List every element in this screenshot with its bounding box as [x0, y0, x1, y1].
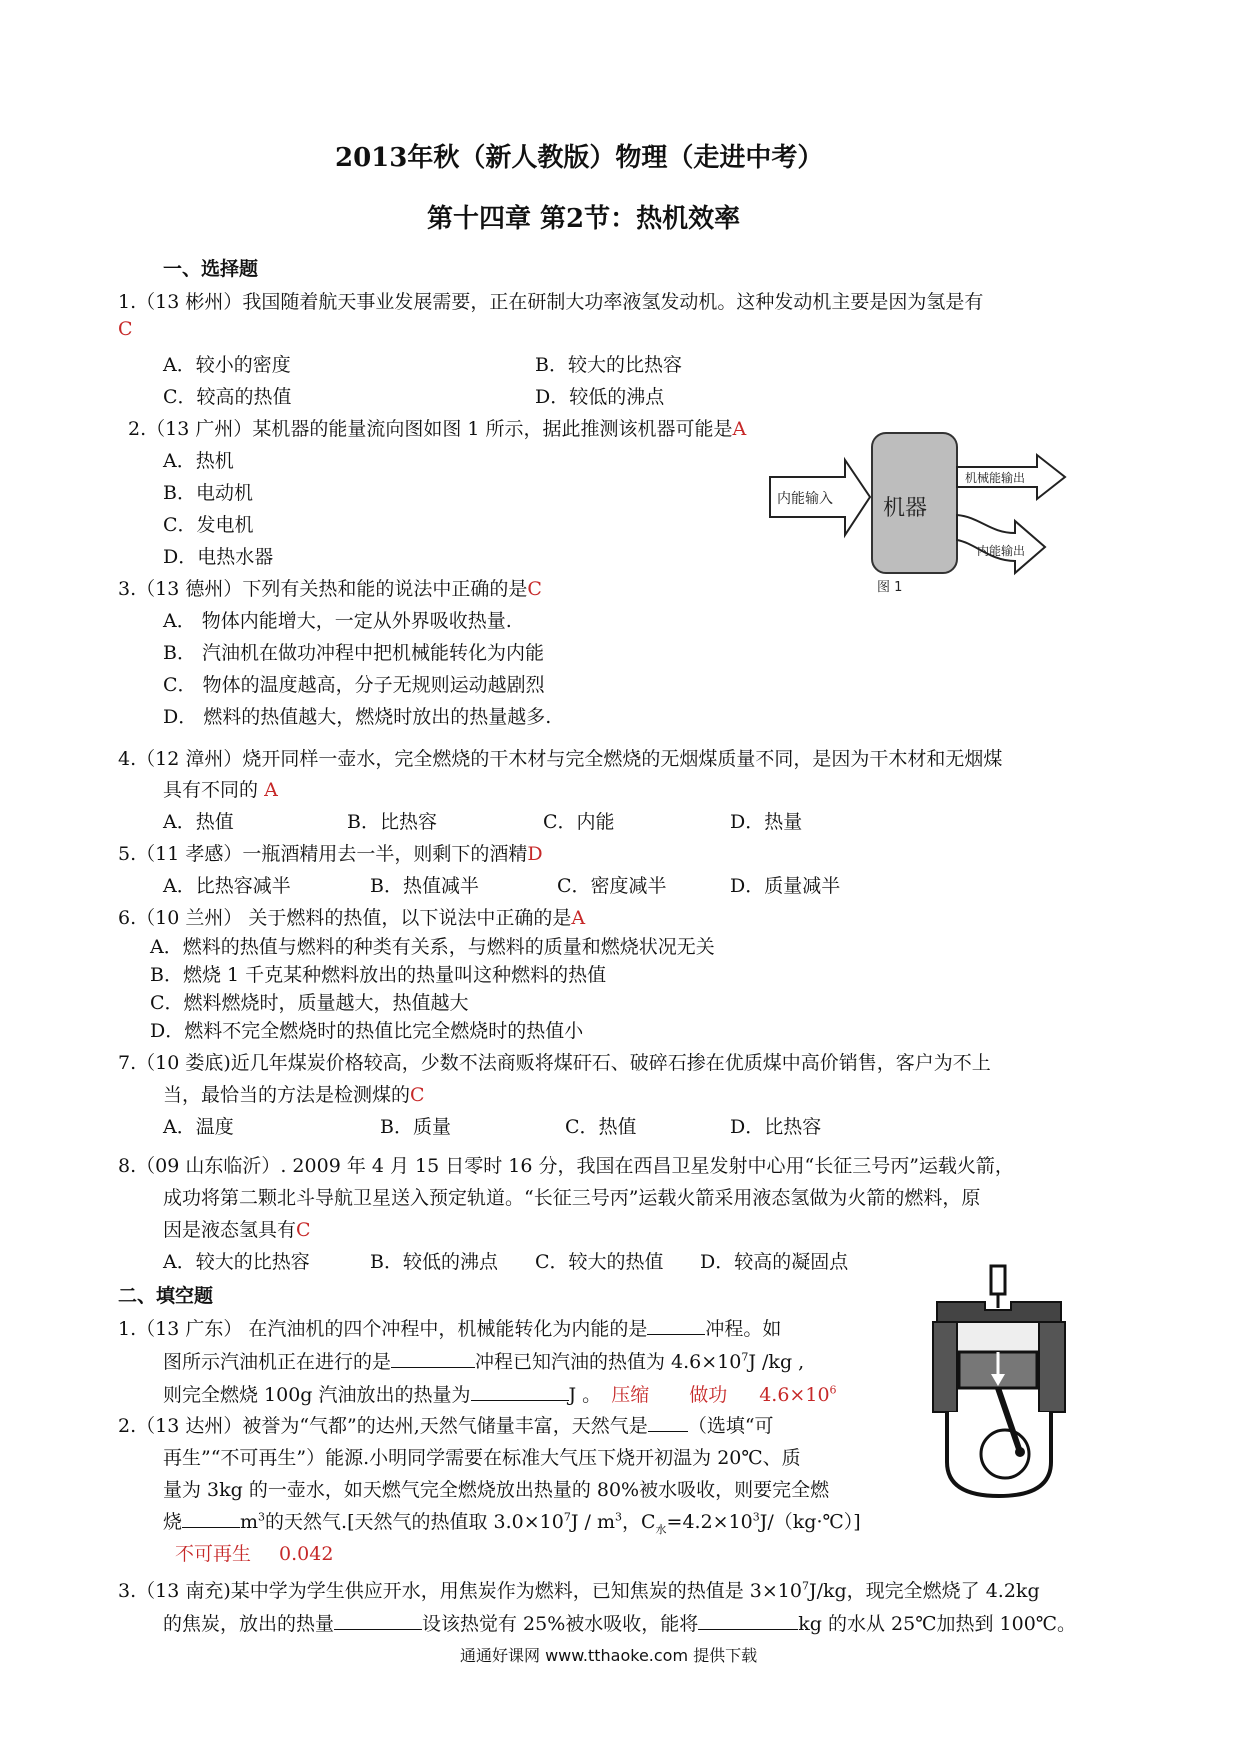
- section-title: 第十四章 第2节：热机效率: [427, 204, 741, 234]
- question-3-text: 3.（13 德州）下列有关热和能的说法中正确的是: [118, 578, 528, 600]
- q5-option-a: A．比热容减半: [163, 875, 291, 897]
- fill-2-blank-2[interactable]: [182, 1509, 240, 1528]
- question-7-line1: 7.（10 娄底)近几年煤炭价格较高，少数不法商贩将煤矸石、破碎石掺在优质煤中高价销售，客户为不上: [118, 1052, 991, 1074]
- fill-2-text-e: 的天然气.[天然气的热值取 3.0×10: [265, 1511, 564, 1533]
- q6-option-c: C．燃料燃烧时，质量越大，热值越大: [150, 992, 469, 1014]
- fill-1-line3: [163, 1380, 837, 1407]
- q5-option-b: B．热值减半: [370, 875, 479, 897]
- section-heading-choice: 一、选择题: [163, 258, 259, 280]
- question-5-text: 5.（11 孝感）一瓶酒精用去一半，则剩下的酒精: [118, 843, 528, 865]
- question-1: 1.（13 彬州）我国随着航天事业发展需要，正在研制大功率液氢发动机。这种发动机主要是因为氢是有: [118, 291, 984, 313]
- question-2-text: 2.（13 广州）某机器的能量流向图如图 1 所示，据此推测该机器可能是: [128, 418, 733, 440]
- fill-3-text-a: 3.（13 南充)某中学为学生供应开水，用焦炭作为燃料，已知焦炭的热值是 3×10: [118, 1580, 802, 1602]
- q7-option-b: B．质量: [380, 1116, 451, 1138]
- fill-2-text-a: 2.（13 达州）被誉为“气都”的达州,天然气储量丰富，天然气是: [118, 1415, 648, 1437]
- question-7-answer: C: [410, 1084, 425, 1106]
- q2-option-c: C．发电机: [163, 514, 254, 536]
- question-3-answer: C: [527, 578, 542, 600]
- fill-3-blank-2[interactable]: [698, 1611, 798, 1630]
- fill-1-text-a: 1.（13 广东） 在汽油机的四个冲程中，机械能转化为内能的是: [118, 1318, 648, 1340]
- fill-1-answer-3-exp: 6: [829, 1383, 837, 1397]
- fill-3-text-e: kg 的水从 25℃加热到 100℃。: [798, 1613, 1077, 1635]
- question-8-answer: C: [296, 1219, 311, 1241]
- question-4-answer: A: [264, 779, 278, 801]
- q1-option-c: C．较高的热值: [163, 386, 292, 408]
- fill-1-text-f: 则完全燃烧 100g 汽油放出的热量为: [163, 1384, 471, 1406]
- fill-1-answer-1: 压缩: [611, 1384, 650, 1406]
- question-8-line3: [163, 1215, 311, 1242]
- question-4-line1: 4.（12 漳州）烧开同样一壶水，完全燃烧的干木材与完全燃烧的无烟煤质量不同，是因为干木材和无烟煤: [118, 748, 1003, 770]
- question-4-line2: [163, 775, 278, 802]
- q7-option-c: C．热值: [565, 1116, 637, 1138]
- fill-1-blank-3[interactable]: [471, 1382, 569, 1401]
- fill-1-blank-1[interactable]: [647, 1316, 705, 1335]
- fill-2-text-f: J / m: [570, 1511, 615, 1533]
- page-footer: 通通好课网 www.tthaoke.com 提供下载: [460, 1646, 758, 1665]
- gasoline-engine-figure: [925, 1262, 1075, 1502]
- fill-1-text-d: 冲程已知汽油的热值为 4.6×10: [475, 1351, 742, 1373]
- fill-2-exp-1: 3: [258, 1510, 266, 1524]
- question-6-answer: A: [571, 907, 586, 929]
- fill-2-exp-2: 7: [563, 1510, 571, 1524]
- question-1-answer: C: [118, 318, 133, 340]
- cylinder-wall-right: [1039, 1322, 1065, 1412]
- q1-option-d: D．较低的沸点: [535, 386, 665, 408]
- fill-2-answers: [175, 1539, 333, 1566]
- fill-2-answer-2: 0.042: [279, 1543, 334, 1565]
- combustion-chamber: [957, 1322, 1039, 1352]
- mechanical-output-label: 机械能输出: [965, 471, 1026, 485]
- fill-2-line2: 再生”“不可再生”）能源.小明同学需要在标准大气压下烧开初温为 20℃、质: [163, 1447, 801, 1469]
- question-7-text: 当，最恰当的方法是检测煤的: [163, 1084, 411, 1106]
- fill-1-line2: [163, 1347, 804, 1374]
- q4-option-a: A．热值: [163, 811, 234, 833]
- question-2-answer: A: [732, 418, 747, 440]
- question-5: [118, 839, 543, 866]
- fill-3-text-c: 的焦炭，放出的热量: [163, 1613, 335, 1635]
- fill-1-answer-3: [759, 1384, 836, 1406]
- q5-option-c: C．密度减半: [557, 875, 667, 897]
- q3-option-b: B． 汽油机在做功冲程中把机械能转化为内能: [163, 642, 545, 664]
- fill-2-text-g: ，C: [621, 1511, 656, 1533]
- energy-flow-figure: [765, 425, 1075, 595]
- fill-2-answer-1: 不可再生: [175, 1543, 252, 1565]
- q8-option-d: D．较高的凝固点: [700, 1251, 849, 1273]
- q4-option-c: C．内能: [543, 811, 615, 833]
- section-heading-fill: 二、填空题: [118, 1285, 214, 1307]
- q2-option-d: D．电热水器: [163, 546, 274, 568]
- question-4-text: 具有不同的: [163, 779, 259, 801]
- question-3: [118, 574, 542, 601]
- fill-3-text-d: 设该热觉有 25%被水吸收，能将: [422, 1613, 699, 1635]
- q8-option-c: C．较大的热值: [535, 1251, 664, 1273]
- fill-2-exp-3: 3: [614, 1510, 622, 1524]
- question-8-line2: 成功将第二颗北斗导航卫星送入预定轨道。“长征三号丙”运载火箭采用液态氢做为火箭的燃料，原: [163, 1187, 981, 1209]
- q2-option-a: A．热机: [163, 450, 234, 472]
- q4-option-b: B．比热容: [347, 811, 437, 833]
- q8-option-b: B．较低的沸点: [370, 1251, 498, 1273]
- fill-2-text-i: J/（kg·℃）]: [759, 1511, 861, 1533]
- input-label: 内能输入: [777, 491, 833, 507]
- heat-output-label: 内能输出: [977, 544, 1026, 558]
- fill-1-line1: [118, 1314, 781, 1341]
- fill-2-exp-4: 3: [752, 1510, 760, 1524]
- q1-option-b: B．较大的比热容: [535, 354, 682, 376]
- fill-2-sub: 水: [655, 1522, 667, 1536]
- fill-1-answer-3-base: 4.6×10: [759, 1384, 830, 1406]
- fill-2-text-h: =4.2×10: [666, 1511, 753, 1533]
- fill-2-line1: [118, 1411, 774, 1438]
- fill-2-line4: [163, 1507, 861, 1537]
- fill-2-text-c: 烧: [163, 1511, 183, 1533]
- q3-option-c: C． 物体的温度越高，分子无规则运动越剧烈: [163, 674, 545, 696]
- q6-option-a: A．燃料的热值与燃料的种类有关系，与燃料的质量和燃烧状况无关: [150, 936, 715, 958]
- spark-plug: [991, 1266, 1005, 1294]
- question-8-text: 因是液态氢具有: [163, 1219, 297, 1241]
- crank-pin: [1015, 1447, 1025, 1457]
- question-7-line2: [163, 1080, 425, 1107]
- q6-option-d: D．燃料不完全燃烧时的热值比完全燃烧时的热值小: [150, 1020, 584, 1042]
- figure-caption: 图 1: [877, 580, 903, 595]
- fill-1-exp: 7: [741, 1350, 749, 1364]
- q6-option-b: B．燃烧 1 千克某种燃料放出的热量叫这种燃料的热值: [150, 964, 607, 986]
- fill-2-text-b: （选填“可: [687, 1415, 774, 1437]
- q4-option-d: D．热量: [730, 811, 803, 833]
- fill-2-blank-1[interactable]: [648, 1413, 688, 1432]
- fill-1-text-c: 图所示汽油机正在进行的是: [163, 1351, 392, 1373]
- q8-option-a: A．较大的比热容: [163, 1251, 310, 1273]
- fill-3-text-b: J/kg，现完全燃烧了 4.2kg: [808, 1580, 1040, 1602]
- fill-1-blank-2[interactable]: [391, 1349, 475, 1368]
- fill-3-line2: [163, 1609, 1076, 1636]
- fill-3-exp: 7: [801, 1579, 809, 1593]
- crankcase: [947, 1412, 1051, 1496]
- fill-1-text-g: J 。: [568, 1384, 602, 1406]
- question-6: [118, 903, 585, 930]
- q2-option-b: B．电动机: [163, 482, 253, 504]
- question-8-line1: 8.（09 山东临沂）. 2009 年 4 月 15 日零时 16 分，我国在西昌卫星发射中心用“长征三号丙”运载火箭，: [118, 1155, 1014, 1177]
- q3-option-a: A． 物体内能增大，一定从外界吸收热量.: [163, 610, 512, 632]
- q7-option-d: D．比热容: [730, 1116, 822, 1138]
- fill-2-line3: 量为 3kg 的一壶水，如天燃气完全燃烧放出热量的 80%被水吸收，则要完全燃: [163, 1479, 830, 1501]
- q1-option-a: A．较小的密度: [163, 354, 291, 376]
- fill-1-text-e: J /kg ,: [748, 1351, 805, 1373]
- question-6-text: 6.（10 兰州） 关于燃料的热值，以下说法中正确的是: [118, 907, 572, 929]
- fill-3-line1: [118, 1576, 1040, 1603]
- fill-1-answer-2: 做功: [689, 1384, 728, 1406]
- q7-option-a: A．温度: [163, 1116, 234, 1138]
- cylinder-wall-left: [933, 1322, 957, 1412]
- question-2: [128, 414, 746, 441]
- machine-label: 机器: [883, 496, 928, 521]
- q5-option-d: D．质量减半: [730, 875, 841, 897]
- question-5-answer: D: [527, 843, 543, 865]
- q3-option-d: D． 燃料的热值越大，燃烧时放出的热量越多.: [163, 706, 552, 728]
- document-title: 2013年秋（新人教版）物理（走进中考）: [335, 143, 824, 173]
- fill-1-text-b: 冲程。如: [705, 1318, 782, 1340]
- fill-3-blank-1[interactable]: [334, 1611, 422, 1630]
- fill-2-text-d: m: [240, 1511, 259, 1533]
